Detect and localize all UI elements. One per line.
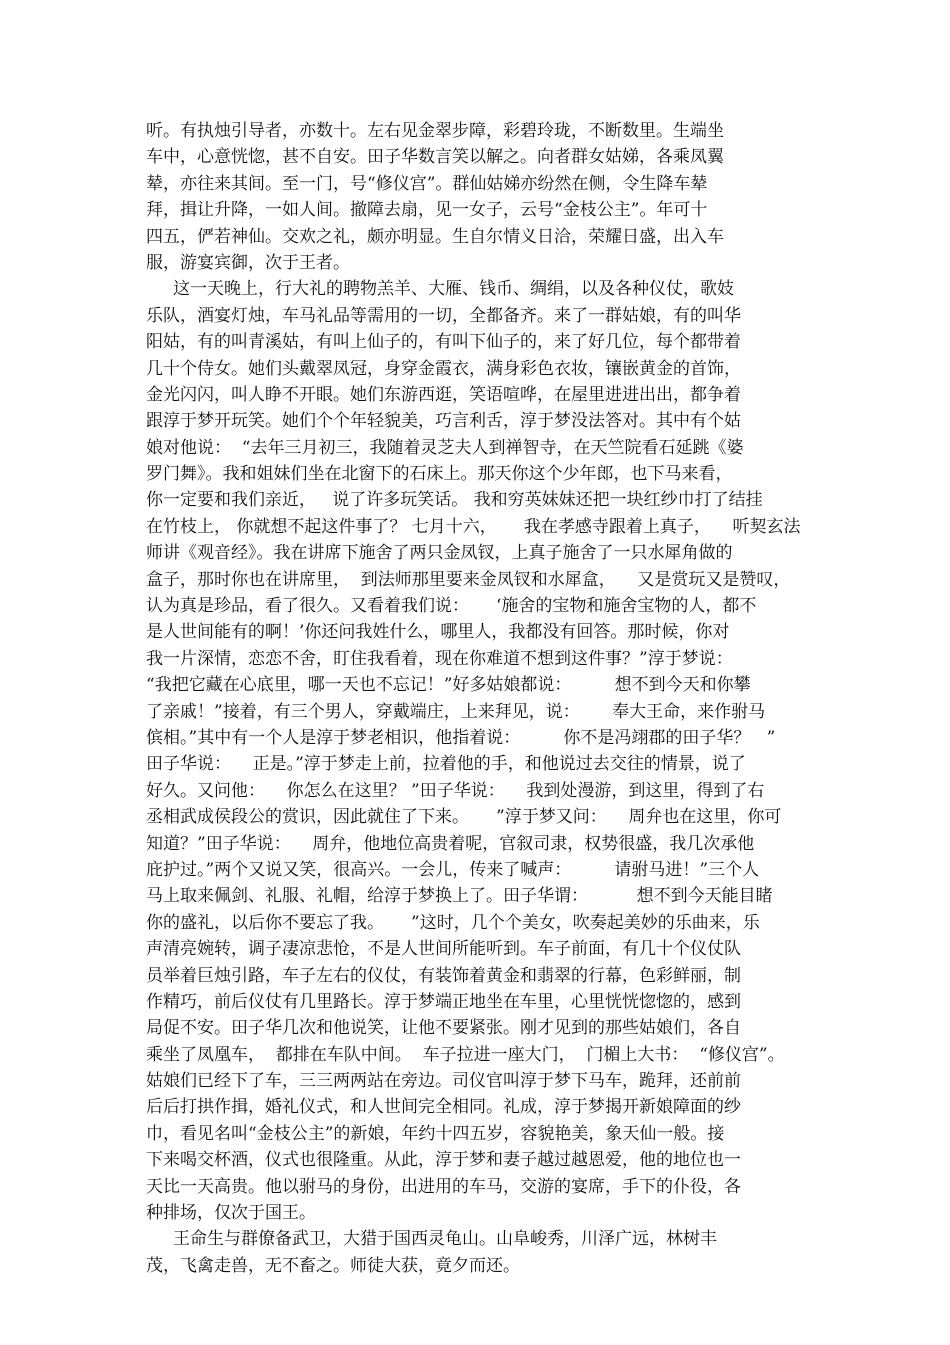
text-line: 巾，看见名叫“金枝公主”的新娘，年约十四五岁，容貌艳美，象天仙一般。接 [146,1123,725,1144]
text-line: 王命生与群僚备武卫，大猎于国西灵龟山。山阜峻秀，川泽广远，林树丰 [146,1229,718,1250]
text-line: 娘对他说： “去年三月初三，我随着灵芝夫人到禅智寺，在天竺院看石延跳《婆 [146,437,744,458]
text-line: 阳姑，有的叫青溪姑，有叫上仙子的，有叫下仙子的，来了好几位，每个都带着 [146,332,741,353]
body-text [146,118,826,1279]
text-line: 姑娘们已经下了车，三三两两站在旁边。司仪官叫淳于梦下马车，跪拜，还前前 [146,1071,741,1092]
text-line: 作精巧，前后仪仗有几里路长。淳于梦端正地坐在车里，心里恍恍惚惚的，感到 [146,991,741,1012]
text-line: 员举着巨烛引路，车子左右的仪仗，有装饰着黄金和翡翠的行幕，色彩鲜丽，制 [146,965,741,986]
text-line: 局促不安。田子华几次和他说笑，让他不要紧张。刚才见到的那些姑娘们，各自 [146,1018,741,1039]
text-line: 盒子，那时你也在讲席里， 到法师那里要来金凤钗和水犀盒， 又是赏玩又是赞叹， [146,569,791,590]
text-line: 车中，心意恍惚，甚不自安。田子华数言笑以解之。向者群女姑娣，各乘凤翼 [146,147,724,168]
text-line: 天比一天高贵。他以驸马的身份，出进用的车马，交游的宴席，手下的仆役，各 [146,1176,741,1197]
text-line: 师讲《观音经》。我在讲席下施舍了两只金凤钗，上真子施舍了一只水犀角做的 [146,543,733,564]
text-line: 田子华说： 正是。”淳于梦走上前，拉着他的手，和他说过去交往的情景，说了 [146,754,746,775]
text-line: 是人世间能有的啊！’你还问我姓什么，哪里人，我都没有回答。那时候，你对 [146,622,730,643]
text-line: 罗门舞》。我和姐妹们坐在北窗下的石床上。那天你这个少年郎，也下马来看， [146,464,733,485]
text-line: 金光闪闪，叫人睁不开眼。她们东游西逛，笑语喧哗，在屋里进进出出，都争着 [146,384,741,405]
text-line: 好久。又问他： 你怎么在这里？ ”田子华说： 我到处漫游，到这里，得到了右 [146,780,765,801]
text-line: 跟淳于梦开玩笑。她们个个年轻貌美，巧言利舌，淳于梦没法答对。其中有个姑 [146,411,741,432]
text-line: 几十个侍女。她们头戴翠凤冠，身穿金霞衣，满身彩色衣妆，镶嵌黄金的首饰， [146,358,741,379]
text-line: 茂，飞禽走兽，无不畜之。师徒大获，竟夕而还。 [146,1255,520,1276]
text-line: 听。有执烛引导者，亦数十。左右见金翠步障，彩碧玲珑，不断数里。生端坐 [146,121,724,141]
text-line: 种排场，仅次于国王。 [146,1203,316,1224]
text-line: 乐队，酒宴灯烛，车马礼品等需用的一切，全都备齐。来了一群姑娘，有的叫华 [146,305,741,326]
text-line: 在竹枝上， 你就想不起这件事了？ 七月十六， 我在孝感寺跟着上真子， 听契玄法 [146,516,801,537]
text-line: 了亲戚！”接着，有三个男人，穿戴端庄，上来拜见，说： 奉大王命，来作驸马 [146,701,766,722]
text-line: 认为真是珍品，看了很久。又看着我们说： ‘施舍的宝物和施舍宝物的人，都不 [146,596,757,617]
text-line: 声清亮婉转，调子凄凉悲怆，不是人世间所能听到。车子前面，有几十个仪仗队 [146,939,741,960]
text-line: “我把它藏在心底里，哪一天也不忘记！”好多姑娘都说： 想不到今天和你攀 [146,675,751,696]
text-line: 你一定要和我们亲近， 说了许多玩笑话。 我和穷英妹妹还把一块红纱巾打了结挂 [146,490,763,511]
text-line: 这一天晚上，行大礼的聘物羔羊、大雁、钱币、绸绢，以及各种仪仗，歌妓 [146,279,735,300]
text-line: 乘坐了凤凰车， 都排在车队中间。 车子拉进一座大门， 门楣上大书： “修仪宫”。 [146,1044,785,1065]
text-line: 辇，亦往来其间。至一门，号“修仪宫”。群仙姑娣亦纷然在侧，令生降车辇 [146,173,708,194]
text-line: 我一片深情，恋恋不舍，盯住我看着，现在你难道不想到这件事？”淳于梦说： [146,648,733,669]
text-line: 丞相武成侯段公的赏识，因此就住了下来。 ”淳于梦又问： 周弁也在这里，你可 [146,807,782,828]
text-line: 服，游宴宾御，次于王者。 [146,252,350,273]
text-line: 你的盛礼，以后你不要忘了我。 ”这时，几个个美女，吹奏起美妙的乐曲来，乐 [146,912,760,933]
text-line: 四五，俨若神仙。交欢之礼，颇亦明显。生自尔情义日洽，荣耀日盛，出入车 [146,226,724,247]
text-line: 傧相。”其中有一个人是淳于梦老相识，他指着说： 你不是冯翊郡的田子华？ ” [146,727,776,748]
text-line: 后后打拱作揖，婚礼仪式，和人世间完全相同。礼成，淳于梦揭开新娘障面的纱 [146,1097,741,1118]
text-line: 拜，揖让升降，一如人间。撤障去扇，见一女子，云号“金枝公主”。年可十 [146,200,708,221]
text-line: 下来喝交杯酒，仪式也很隆重。从此，淳于梦和妻子越过越恩爱，他的地位也一 [146,1150,741,1171]
text-line: 知道？”田子华说： 周弁，他地位高贵着呢，官叙司隶，权势很盛，我几次承他 [146,833,755,854]
text-line: 庇护过。”两个又说又笑，很高兴。一会儿，传来了喊声： 请驸马进！”三个人 [146,859,760,880]
text-line: 马上取来佩剑、礼服、礼帽，给淳于梦换上了。田子华谓： 想不到今天能目睹 [146,886,773,907]
